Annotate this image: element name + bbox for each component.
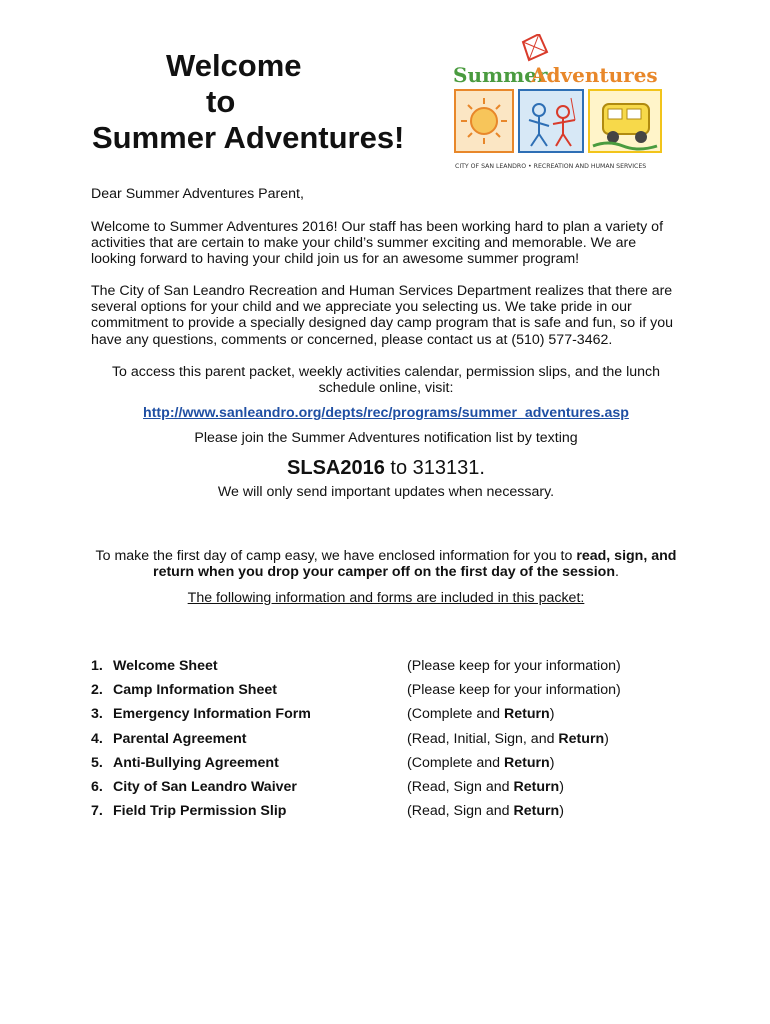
- greeting: Dear Summer Adventures Parent,: [91, 186, 304, 202]
- kids-panel: [519, 90, 583, 152]
- department-paragraph: The City of San Leandro Recreation and Human Services Department realizes that there are several options for your child and we appreciate you selecting us. We take pride in our commitment to provide a specially designed day camp program that is safe and fun, so if you have any questions, comments or concerned, please contact us at (510) 577-3462.: [91, 283, 673, 348]
- item-number: 1.: [91, 658, 103, 674]
- car-panel: [589, 90, 661, 152]
- title-line-1: Welcome: [166, 48, 302, 83]
- program-link[interactable]: http://www.sanleandro.org/depts/rec/programs/summer_adventures.asp: [143, 405, 629, 421]
- item-name: Camp Information Sheet: [113, 682, 277, 699]
- item-note: (Read, Initial, Sign, and Return): [407, 730, 609, 747]
- item-number: 7.: [91, 803, 103, 820]
- page-title: [92, 48, 412, 156]
- first-day-bold: read, sign, and return when you drop your camper off on the first day of the session: [153, 548, 677, 581]
- list-item: [91, 731, 691, 755]
- kite-icon: [523, 34, 547, 60]
- list-item: [91, 779, 691, 803]
- item-note: (Read, Sign and Return): [407, 803, 564, 820]
- item-note: (Read, Sign and Return): [407, 778, 564, 795]
- item-note: (Complete and Return): [407, 706, 555, 723]
- access-text: To access this parent packet, weekly activities calendar, permission slips, and the lunch schedule online, visit:: [111, 364, 661, 397]
- list-item: [91, 755, 691, 779]
- summer-adventures-logo: [443, 34, 675, 174]
- intro-paragraph: Welcome to Summer Adventures 2016! Our staff has been working hard to plan a variety of activities that are certain to make your child’s summer exciting and memorable. We are looking forward to having your child join us for an awesome summer program!: [91, 219, 664, 268]
- item-name: City of San Leandro Waiver: [113, 778, 297, 795]
- title-line-2: to: [206, 84, 236, 119]
- list-item: [91, 682, 691, 706]
- first-day-pre: To make the first day of camp easy, we have enclosed information for you to: [95, 548, 577, 564]
- text-code: SLSA2016: [287, 457, 385, 479]
- logo-footer: CITY OF SAN LEANDRO • RECREATION AND HUMAN SERVICES: [455, 163, 647, 170]
- list-item: [91, 658, 691, 682]
- item-note: (Complete and Return): [407, 754, 555, 771]
- first-day-text: [91, 548, 681, 580]
- item-note: (Please keep for your information): [407, 682, 621, 699]
- item-name: Anti-Bullying Agreement: [113, 754, 279, 771]
- packet-list: [91, 658, 691, 827]
- logo-name-part1: Summer: [453, 63, 548, 87]
- item-number: 5.: [91, 754, 103, 771]
- notify-text: Please join the Summer Adventures notification list by texting: [194, 430, 578, 446]
- logo-name-part2: Adventures: [531, 63, 658, 87]
- text-code-line: [91, 456, 681, 480]
- sun-panel: [455, 90, 513, 152]
- item-number: 2.: [91, 682, 103, 699]
- item-name: Emergency Information Form: [113, 706, 311, 723]
- item-name: Parental Agreement: [113, 730, 247, 747]
- item-number: 4.: [91, 730, 103, 747]
- item-number: 3.: [91, 706, 103, 723]
- item-name: Welcome Sheet: [113, 658, 218, 674]
- included-heading: The following information and forms are included in this packet:: [187, 590, 585, 606]
- text-number: to 313131.: [384, 457, 485, 479]
- first-day-post: .: [615, 564, 619, 581]
- item-number: 6.: [91, 778, 103, 795]
- item-note: (Please keep for your information): [407, 658, 621, 674]
- list-item: [91, 706, 691, 730]
- title-line-3: Summer Adventures!: [92, 120, 405, 155]
- updates-text: We will only send important updates when necessary.: [217, 484, 555, 500]
- item-name: Field Trip Permission Slip: [113, 803, 287, 820]
- list-item: [91, 803, 691, 827]
